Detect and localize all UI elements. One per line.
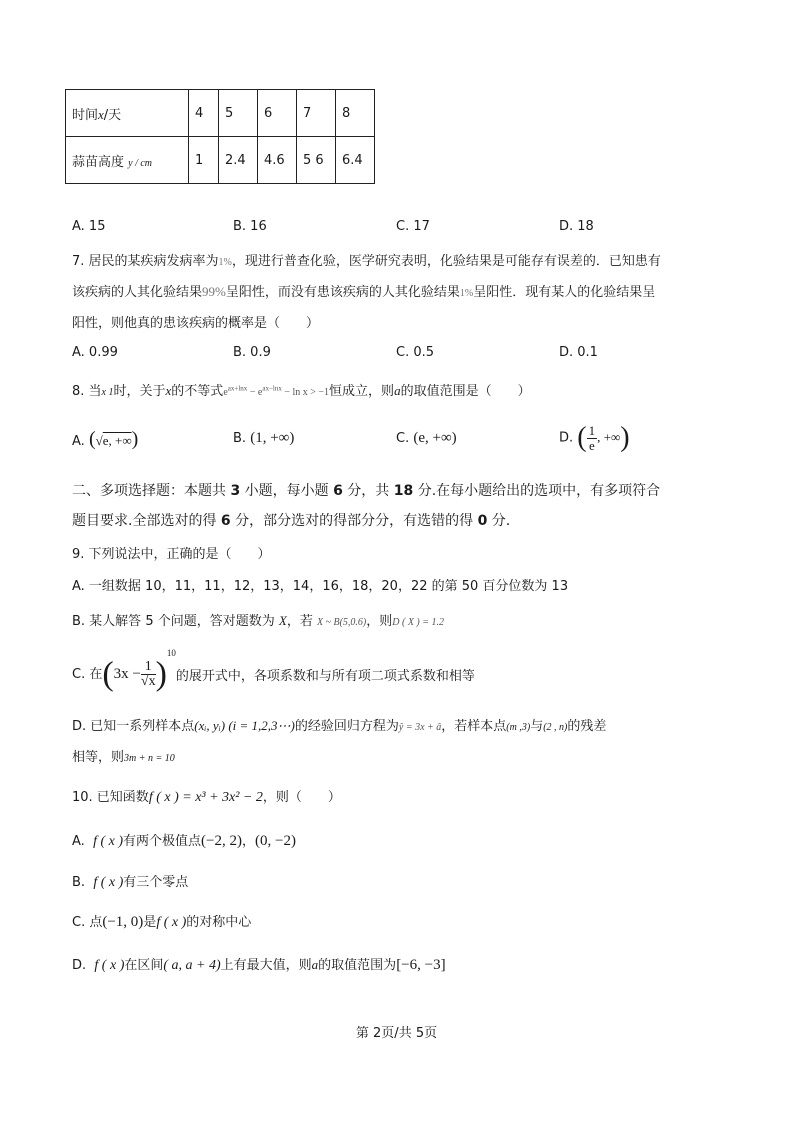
table-cell: 8 <box>336 90 375 137</box>
q10-option-d: D. f ( x )在区间( a, a + 4)上有最大值，则a的取值范围为[−6, −3] <box>72 957 446 973</box>
q8-option-a: A. (√e, +∞) <box>72 428 139 450</box>
table-cell: 4.6 <box>258 137 297 184</box>
q10-option-b: B. f ( x )有三个零点 <box>72 875 189 890</box>
q10-option-c: C. 点(−1, 0)是f ( x )的对称中心 <box>72 914 252 930</box>
q9-option-a: A. 一组数据 10，11，11，12，13，14，16，18，20，22 的第 50 百分位数为 13 <box>72 579 569 594</box>
table-cell: 4 <box>189 90 219 137</box>
table-cell: 7 <box>297 90 336 137</box>
q6-option-a: A. 15 <box>72 219 106 234</box>
q8-option-c: C. (e, +∞) <box>396 430 457 446</box>
q6-option-c: C. 17 <box>396 219 430 234</box>
q8-option-b: B. (1, +∞) <box>233 430 295 446</box>
q7-line3: 阳性，则他真的患该疾病的概率是（ ） <box>72 316 320 331</box>
q9-option-b: B. 某人解答 5 个问题，答对题数为 X，若 X ~ B(5,0.6)，则D ( X ) = 1.2 <box>72 613 445 629</box>
q6-option-b: B. 16 <box>233 219 267 234</box>
table-cell: 蒜苗高度 y / cm <box>66 137 189 184</box>
table-cell: 2.4 <box>219 137 258 184</box>
q7-option-c: C. 0.5 <box>396 345 435 360</box>
q6-option-d: D. 18 <box>559 219 594 234</box>
q7-line1: 7. 居民的某疾病发病率为1%，现进行普查化验，医学研究表明，化验结果是可能存有误差的．已知患有 <box>72 254 661 269</box>
q9-option-c: C. 在(3x − $\frac{1}{√x}$ )$^{10}$的展开式中，各项系数和与所有项二项式系数和相等 <box>72 648 475 693</box>
q7-option-d: D. 0.1 <box>559 345 598 360</box>
table-cell: 5 6 <box>297 137 336 184</box>
q8-option-d: D. ( $\frac{1}{e}$ , +∞) <box>559 422 630 453</box>
table-cell: 6.4 <box>336 137 375 184</box>
table-cell: 6 <box>258 90 297 137</box>
table-cell: 5 <box>219 90 258 137</box>
q7-option-b: B. 0.9 <box>233 345 271 360</box>
q7-option-a: A. 0.99 <box>72 345 118 360</box>
section-heading-line2: 题目要求.全部选对的得 6 分，部分选对的得部分分，有选错的得 0 分. <box>72 513 511 529</box>
q10-option-a: A. f ( x )有两个极值点(−2, 2)，(0, −2) <box>72 833 296 849</box>
q7-line2: 该疾病的人其化验结果99%呈阳性，而没有患该疾病的人其化验结果1%呈阳性．现有某人的化验结果呈 <box>72 284 656 300</box>
q9-option-d-line1: D. 已知一系列样本点(xᵢ, yᵢ) (i = 1,2,3⋯)的经验回归方程为ŷ = 3x + â，若样本点(m ,3)与(2 , n)的残差 <box>72 718 607 734</box>
q10-stem: 10. 已知函数f ( x ) = x³ + 3x² − 2，则（ ） <box>72 790 341 805</box>
table-cell: 1 <box>189 137 219 184</box>
q9-option-d-line2: 相等，则3m + n = 10 <box>72 750 175 765</box>
table-row <box>66 137 375 184</box>
section-heading-line1: 二、多项选择题：本题共 3 小题，每小题 6 分，共 18 分.在每小题给出的选项中，有多项符合 <box>72 483 661 499</box>
q8-stem: 8. 当x 1时，关于x的不等式$e^{ax+lnx} - e^{ax-lnx} - \ln x > -1$恒成立，则a的取值范围是（ ） <box>72 383 531 399</box>
table-row <box>66 90 375 137</box>
q9-stem: 9. 下列说法中，正确的是（ ） <box>72 547 271 562</box>
data-table <box>65 89 375 184</box>
page-footer: 第 2页/共 5页 <box>355 1026 438 1041</box>
table-cell: 时间x/天 <box>66 90 189 137</box>
